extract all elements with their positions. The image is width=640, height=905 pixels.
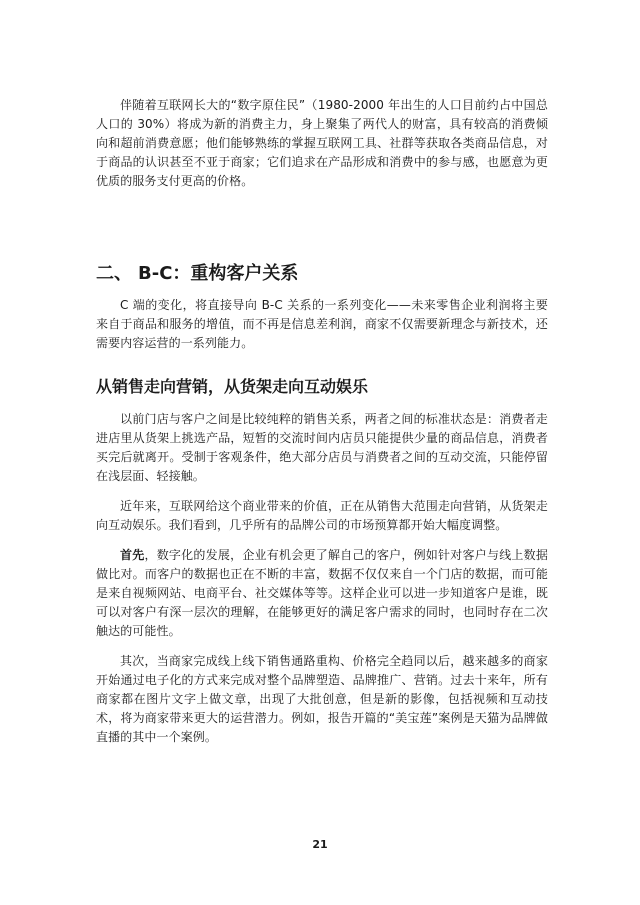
section-heading bbox=[96, 262, 298, 286]
section-title: B-C：重构客户关系 bbox=[138, 263, 299, 284]
body-paragraph-2: 近年来，互联网给这个商业带来的价值，正在从销售大范围走向营销，从货架走向互动娱乐。我们看到，几乎所有的品牌公司的市场预算都开始大幅度调整。 bbox=[96, 499, 548, 532]
section-number: 二、 bbox=[96, 263, 132, 284]
body-paragraph-3 bbox=[96, 546, 548, 641]
body-paragraph-1: 以前门店与客户之间是比较纯粹的销售关系，两者之间的标准状态是：消费者走进店里从货架上挑选产品，短暂的交流时间内店员只能提供少量的商品信息，消费者买完后就离开。受制于客观条件，绝大部分店员与消费者之间的互动交流，只能停留在浅层面、轻接触。 bbox=[96, 412, 548, 483]
paragraph-lead-term: 首先 bbox=[120, 548, 145, 562]
page-number: 21 bbox=[312, 838, 328, 851]
intro-paragraph: 伴随着互联网长大的“数字原住民”（1980-2000 年出生的人口目前约占中国总人口的 30%）将成为新的消费主力，身上聚集了两代人的财富，具有较高的消费倾向和超前消费意愿；他们能够熟练的掌握互联网工具、社群等获取各类商品信息，对于商品的认识甚至不亚于商家；它们追求在产品形成和消费中的参与感，也愿意为更优质的服务支付更高的价格。 bbox=[96, 98, 548, 188]
body-paragraph-4: 其次，当商家完成线上线下销售通路重构、价格完全趋同以后，越来越多的商家开始通过电子化的方式来完成对整个品牌塑造、品牌推广、营销。过去十来年，所有商家都在图片文字上做文章，出现了大批创意，但是新的影像，包括视频和互动技术，将为商家带来更大的运营潜力。例如，报告开篇的“美宝莲”案例是天猫为品牌做直播的其中一个案例。 bbox=[96, 654, 548, 744]
subsection-title: 从销售走向营销，从货架走向互动娱乐 bbox=[96, 377, 369, 396]
section-paragraph: C 端的变化，将直接导向 B-C 关系的一系列变化——未来零售企业利润将主要来自于商品和服务的增值，而不再是信息差利润，商家不仅需要新理念与新技术，还需要内容运营的一系列能力。 bbox=[96, 298, 548, 350]
paragraph-3-text: ，数字化的发展，企业有机会更了解自己的客户，例如针对客户与线上数据做比对。而客户的数据也正在不断的丰富，数据不仅仅来自一个门店的数据，而可能是来自视频网站、电商平台、社交媒体等等。这样企业可以进一步知道客户是谁，既可以对客户有深一层次的理解，在能够更好的满足客户需求的同时，也同时存在二次触达的可能性。 bbox=[96, 548, 548, 638]
